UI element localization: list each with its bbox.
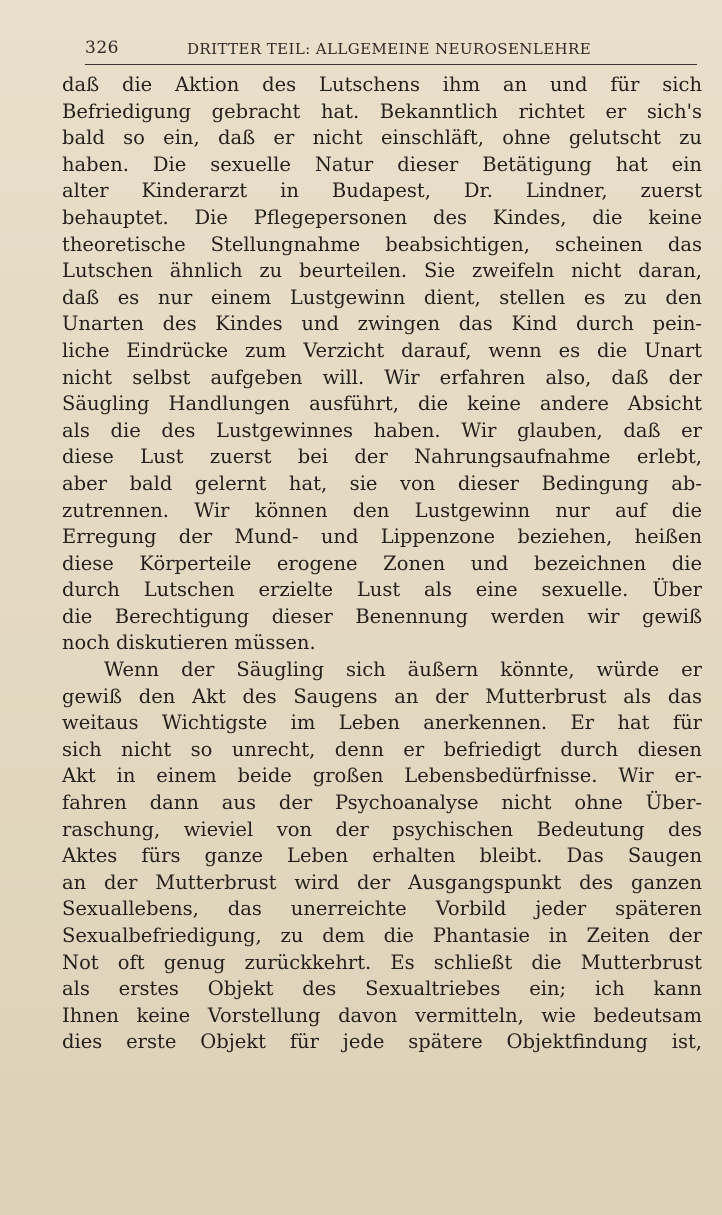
text-line: Lutschen ähnlich zu beurteilen. Sie zweifeln nicht daran,	[62, 259, 702, 283]
body-text	[62, 72, 702, 1056]
text-line: an der Mutterbrust wird der Ausgangspunkt des ganzen	[62, 870, 702, 894]
text-line: Säugling Handlungen ausführt, die keine andere Absicht	[62, 392, 702, 416]
text-line: raschung, wieviel von der psychischen Bedeutung des	[62, 817, 702, 841]
text-line: Sexuallebens, das unerreichte Vorbild jeder späteren	[62, 897, 702, 921]
text-line: als erstes Objekt des Sexualtriebes ein; ich kann	[62, 977, 702, 1001]
text-line: gewiß den Akt des Saugens an der Mutterbrust als das	[62, 684, 702, 708]
text-line: Befriedigung gebracht hat. Bekanntlich richtet er sich's	[62, 99, 702, 123]
text-line: liche Eindrücke zum Verzicht darauf, wenn es die Unart	[62, 338, 702, 362]
text-line: nicht selbst aufgeben will. Wir erfahren also, daß der	[62, 365, 702, 389]
text-line: Akt in einem beide großen Lebensbedürfnisse. Wir er-	[62, 764, 702, 788]
text-line: behauptet. Die Pflegepersonen des Kindes, die keine	[62, 205, 702, 229]
text-line: theoretische Stellungnahme beabsichtigen, scheinen das	[62, 232, 702, 256]
page-number: 326	[85, 38, 119, 58]
text-line: durch Lutschen erzielte Lust als eine sexuelle. Über	[62, 578, 702, 602]
text-line: daß die Aktion des Lutschens ihm an und für sich	[62, 73, 702, 96]
text-line: haben. Die sexuelle Natur dieser Betätigung hat ein	[62, 152, 702, 176]
text-line: bald so ein, daß er nicht einschläft, ohne gelutscht zu	[62, 126, 702, 150]
text-line: sich nicht so unrecht, denn er befriedigt durch diesen	[62, 737, 702, 761]
text-line: dies erste Objekt für jede spätere Objektfindung ist,	[62, 1030, 702, 1054]
text-line: Aktes fürs ganze Leben erhalten bleibt. Das Saugen	[62, 844, 702, 868]
text-line: alter Kinderarzt in Budapest, Dr. Lindner, zuerst	[62, 179, 702, 203]
text-line: Ihnen keine Vorstellung davon vermitteln, wie bedeutsam	[62, 1003, 702, 1027]
text-line: fahren dann aus der Psychoanalyse nicht ohne Über-	[62, 791, 702, 815]
text-line: weitaus Wichtigste im Leben anerkennen. Er hat für	[62, 711, 702, 735]
text-line: als die des Lustgewinnes haben. Wir glauben, daß er	[62, 418, 702, 442]
text-line: diese Lust zuerst bei der Nahrungsaufnahme erlebt,	[62, 445, 702, 469]
text-line: diese Körperteile erogene Zonen und bezeichnen die	[62, 551, 702, 575]
text-line: Erregung der Mund- und Lippenzone beziehen, heißen	[62, 525, 702, 549]
running-head: DRITTER TEIL: ALLGEMEINE NEUROSENLEHRE	[187, 40, 592, 58]
text-line: zutrennen. Wir können den Lustgewinn nur auf die	[62, 498, 702, 522]
text-line: Unarten des Kindes und zwingen das Kind durch pein-	[62, 312, 702, 336]
text-line: Not oft genug zurückkehrt. Es schließt die Mutterbrust	[62, 950, 702, 974]
text-line: daß es nur einem Lustgewinn dient, stellen es zu den	[62, 285, 702, 309]
text-line: noch diskutieren müssen.	[62, 631, 316, 655]
page-header	[85, 38, 697, 65]
text-line: die Berechtigung dieser Benennung werden wir gewiß	[62, 604, 702, 628]
text-line: Wenn der Säugling sich äußern könnte, würde er	[104, 658, 702, 682]
text-line: Sexualbefriedigung, zu dem die Phantasie in Zeiten der	[62, 924, 702, 947]
text-line: aber bald gelernt hat, sie von dieser Bedingung ab-	[62, 471, 702, 495]
